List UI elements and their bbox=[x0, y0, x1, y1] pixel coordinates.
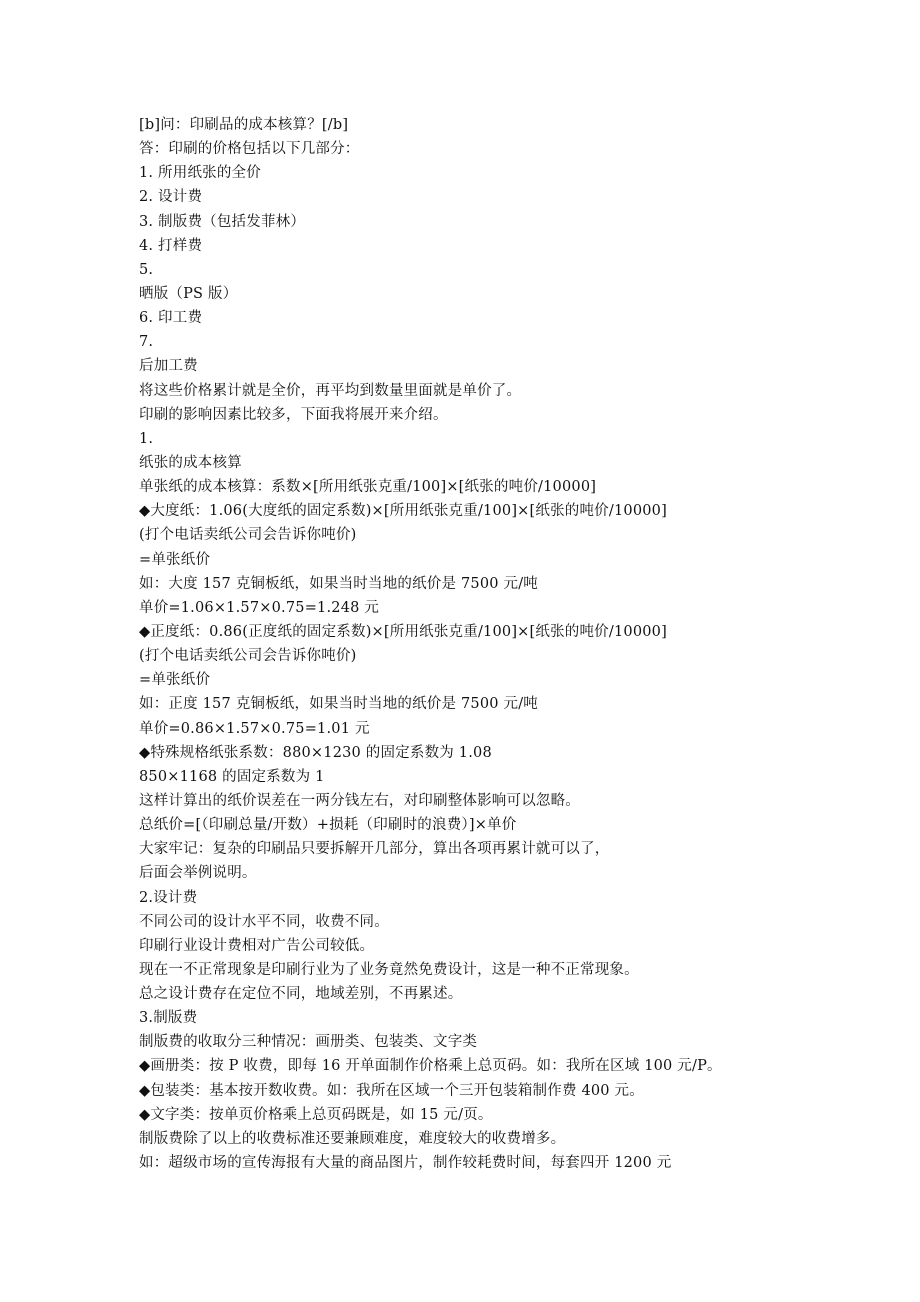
paragraph-line: ◆正度纸：0.86(正度纸的固定系数)×[所用纸张克重/100]×[纸张的吨价/10000] bbox=[139, 623, 667, 640]
list-item-ps-plate: 晒版（PS 版） bbox=[139, 285, 238, 302]
list-item-design: 2. 设计费 bbox=[139, 189, 203, 206]
paragraph-line: ◆特殊规格纸张系数：880×1230 的固定系数为 1.08 bbox=[139, 744, 492, 761]
paragraph-line: 现在一不正常现象是印刷行业为了业务竟然免费设计，这是一种不正常现象。 bbox=[139, 961, 639, 978]
paragraph-line: 单张纸的成本核算：系数×[所用纸张克重/100]×[纸张的吨价/10000] bbox=[139, 479, 597, 496]
section-1-number: 1. bbox=[139, 430, 154, 447]
paragraph-line: 850×1168 的固定系数为 1 bbox=[139, 768, 325, 785]
list-item-plate: 3. 制版费（包括发菲林） bbox=[139, 213, 306, 230]
paragraph-line: ◆大度纸：1.06(大度纸的固定系数)×[所用纸张克重/100]×[纸张的吨价/10000] bbox=[139, 503, 667, 520]
list-item-proof: 4. 打样费 bbox=[139, 237, 203, 254]
list-item-printing: 6. 印工费 bbox=[139, 310, 203, 327]
paragraph-line: 将这些价格累计就是全价，再平均到数量里面就是单价了。 bbox=[139, 382, 522, 399]
paragraph-line: 大家牢记：复杂的印刷品只要拆解开几部分，算出各项再累计就可以了， bbox=[139, 841, 610, 858]
paragraph-line: 制版费除了以上的收费标准还要兼顾难度，难度较大的收费增多。 bbox=[139, 1130, 566, 1147]
paragraph-line: 不同公司的设计水平不同，收费不同。 bbox=[139, 913, 389, 930]
paragraph-line: 总之设计费存在定位不同，地域差别，不再累述。 bbox=[139, 986, 463, 1003]
document-body bbox=[139, 113, 909, 1175]
paragraph-line: 总纸价=[（印刷总量/开数）+损耗（印刷时的浪费）]×单价 bbox=[139, 817, 517, 834]
list-item-paper: 1. 所用纸张的全价 bbox=[139, 165, 261, 182]
paragraph-line: 印刷行业设计费相对广告公司较低。 bbox=[139, 937, 375, 954]
paragraph-line: ◆画册类：按 P 收费，即每 16 开单面制作价格乘上总页码。如：我所在区域 100 元/P。 bbox=[139, 1058, 722, 1075]
paragraph-line: 如：超级市场的宣传海报有大量的商品图片，制作较耗费时间，每套四开 1200 元 bbox=[139, 1155, 672, 1172]
paragraph-line: =单张纸价 bbox=[139, 672, 211, 689]
paragraph-line: (打个电话卖纸公司会告诉你吨价) bbox=[139, 527, 357, 544]
paragraph-line: 印刷的影响因素比较多，下面我将展开来介绍。 bbox=[139, 406, 448, 423]
list-item-5-number: 5. bbox=[139, 261, 154, 278]
paragraph-line: 单价=0.86×1.57×0.75=1.01 元 bbox=[139, 720, 370, 737]
paragraph-line: 这样计算出的纸价误差在一两分钱左右，对印刷整体影响可以忽略。 bbox=[139, 792, 580, 809]
paragraph-line: 制版费的收取分三种情况：画册类、包装类、文字类 bbox=[139, 1034, 478, 1051]
paragraph-line: 后面会举例说明。 bbox=[139, 865, 257, 882]
section-heading-paper: 纸张的成本核算 bbox=[139, 454, 242, 471]
paragraph-line: 单价=1.06×1.57×0.75=1.248 元 bbox=[139, 599, 380, 616]
question-heading: [b]问：印刷品的成本核算？[/b] bbox=[139, 117, 349, 133]
answer-intro: 答：印刷的价格包括以下几部分： bbox=[139, 141, 360, 158]
paragraph-line: ◆文字类：按单页价格乘上总页码既是，如 15 元/页。 bbox=[139, 1106, 493, 1123]
section-heading-plate: 3.制版费 bbox=[139, 1010, 198, 1027]
paragraph-line: 如：正度 157 克铜板纸，如果当时当地的纸价是 7500 元/吨 bbox=[139, 696, 538, 713]
paragraph-line: (打个电话卖纸公司会告诉你吨价) bbox=[139, 648, 357, 665]
paragraph-line: ◆包装类：基本按开数收费。如：我所在区域一个三开包装箱制作费 400 元。 bbox=[139, 1082, 644, 1099]
paragraph-line: 如：大度 157 克铜板纸，如果当时当地的纸价是 7500 元/吨 bbox=[139, 575, 538, 592]
section-heading-design: 2.设计费 bbox=[139, 889, 198, 906]
list-item-7-number: 7. bbox=[139, 334, 154, 351]
paragraph-line: =单张纸价 bbox=[139, 551, 211, 568]
list-item-postpress: 后加工费 bbox=[139, 358, 198, 375]
